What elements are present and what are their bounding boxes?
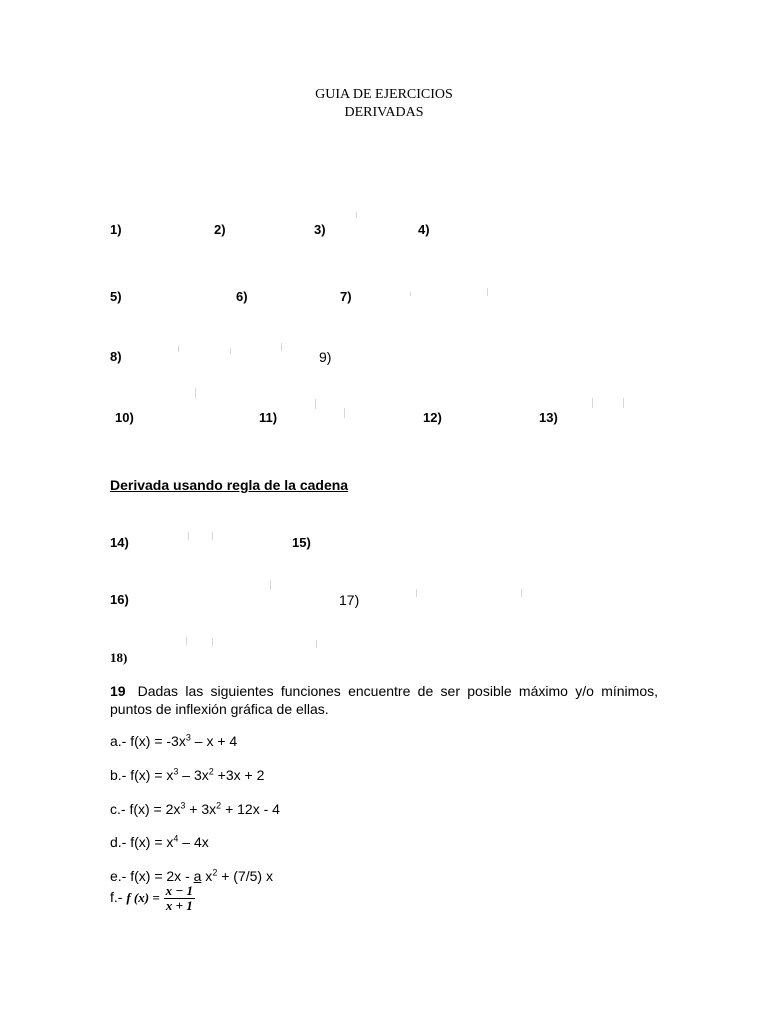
exercise-14-label: 14) bbox=[110, 535, 129, 550]
function-f-lhs: f (x) = bbox=[126, 890, 160, 906]
function-f: f.- f (x) = $\frac{x - 1}{x + 1}$ bbox=[110, 883, 194, 913]
formula-remnant-mark bbox=[316, 640, 317, 648]
formula-remnant-mark bbox=[592, 398, 593, 408]
function-a: a.- $f(x) = -3x^3 - x + 4$ bbox=[110, 732, 238, 749]
problem-19-number: 19 bbox=[110, 683, 126, 699]
problem-19-statement bbox=[110, 682, 658, 718]
section-heading: Derivada usando regla de la cadena bbox=[110, 477, 349, 493]
exercise-7-label: 7) bbox=[340, 289, 352, 304]
exercise-16-label: 16) bbox=[110, 592, 129, 607]
formula-remnant-mark bbox=[623, 398, 624, 408]
exercise-18-label: 18) bbox=[110, 650, 128, 665]
fraction-numerator: x − 1 bbox=[165, 883, 194, 898]
exercise-9-label: 9) bbox=[319, 349, 332, 365]
exercise-2-label: 2) bbox=[214, 222, 226, 237]
exercise-1-label: 1) bbox=[110, 222, 122, 237]
page-subtitle: DERIVADAS bbox=[344, 105, 424, 120]
formula-remnant-mark bbox=[188, 532, 189, 540]
function-e: e.- f(x) = 2x - a $x^2 + (7/5)$ x bbox=[110, 867, 273, 884]
formula-remnant-mark bbox=[416, 589, 417, 597]
fraction-denominator: x + 1 bbox=[165, 898, 193, 913]
function-f-fraction bbox=[164, 884, 195, 913]
page-title: GUIA DE EJERCICIOS bbox=[315, 87, 453, 102]
exercise-13-label: 13) bbox=[539, 410, 558, 425]
problem-19-text: Dadas las siguientes funciones encuentre de ser posible máximo y/o mínimos, puntos de inflexión gráfica de ellas. bbox=[110, 683, 658, 717]
exercise-5-label: 5) bbox=[110, 289, 122, 304]
formula-remnant-mark bbox=[487, 288, 488, 296]
exercise-6-label: 6) bbox=[236, 289, 248, 304]
formula-remnant-mark bbox=[212, 638, 213, 646]
function-d: d.- $f(x) = x^4 - 4x$ bbox=[110, 833, 209, 850]
exercise-8-label: 8) bbox=[110, 349, 122, 364]
formula-remnant-mark bbox=[410, 292, 411, 296]
formula-remnant-mark bbox=[212, 532, 213, 540]
formula-remnant-mark bbox=[356, 212, 357, 218]
formula-remnant-mark bbox=[186, 637, 187, 645]
exercise-10-label: 10) bbox=[115, 410, 134, 425]
formula-remnant-mark bbox=[281, 343, 282, 351]
formula-remnant-mark bbox=[178, 346, 179, 352]
exercise-4-label: 4) bbox=[418, 222, 430, 237]
exercise-3-label: 3) bbox=[314, 222, 326, 237]
exercise-11-label: 11) bbox=[259, 410, 278, 425]
formula-remnant-mark bbox=[521, 589, 522, 597]
exercise-15-label: 15) bbox=[292, 535, 311, 550]
exercise-17-label: 17) bbox=[339, 592, 360, 608]
formula-remnant-mark bbox=[230, 348, 231, 354]
formula-remnant-mark bbox=[315, 399, 316, 409]
function-b: b.- $f(x) = x^3 - 3x^2 +3x + 2$ bbox=[110, 766, 265, 783]
formula-remnant-mark bbox=[195, 388, 196, 398]
formula-remnant-mark bbox=[270, 580, 271, 590]
exercise-12-label: 12) bbox=[423, 410, 442, 425]
function-c: c.- $f(x) = 2x^3 + 3x^2 + 12x - 4$ bbox=[110, 800, 280, 817]
formula-remnant-mark bbox=[344, 408, 345, 418]
